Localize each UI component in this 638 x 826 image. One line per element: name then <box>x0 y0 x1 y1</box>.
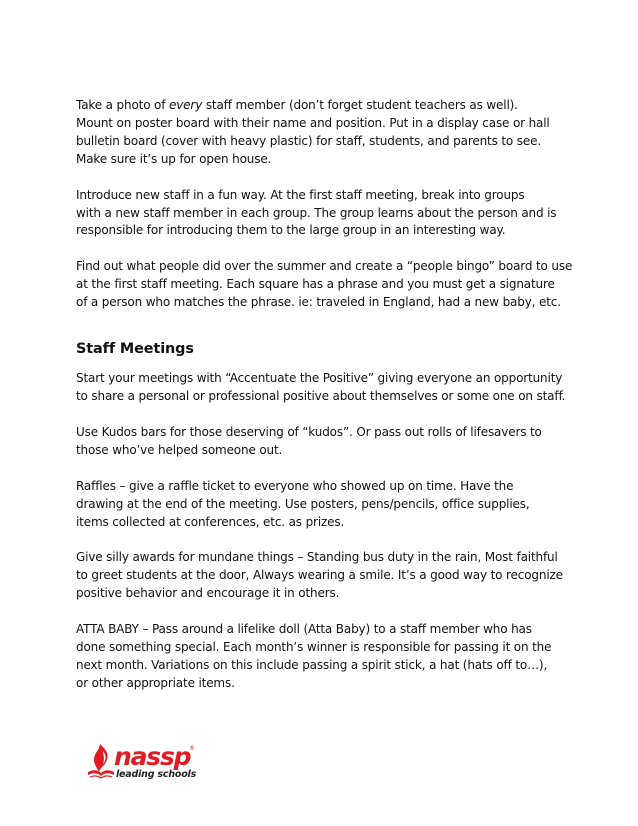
staff-meetings-section <box>76 340 596 693</box>
text-line: Give silly awards for mundane things – Standing bus duty in the rain, Most faithful <box>76 550 558 565</box>
flame-book-icon <box>86 742 116 782</box>
text-line: with a new staff member in each group. The group learns about the person and is <box>76 205 557 220</box>
paragraph <box>76 258 596 312</box>
text-line: or other appropriate items. <box>76 675 235 690</box>
paragraph <box>76 478 596 532</box>
text-line: Use Kudos bars for those deserving of “kudos”. Or pass out rolls of lifesavers to <box>76 424 542 439</box>
text-line: Mount on poster board with their name and position. Put in a display case or hall <box>76 115 550 130</box>
text-line: Make sure it’s up for open house. <box>76 151 272 166</box>
logo-wordmark: nassp <box>114 742 191 771</box>
document-body <box>76 97 596 711</box>
text-line: bulletin board (cover with heavy plastic) for staff, students, and parents to see. <box>76 133 542 148</box>
text-line: Introduce new staff in a fun way. At the first staff meeting, break into groups <box>76 187 525 202</box>
text-line: ATTA BABY – Pass around a lifelike doll (Atta Baby) to a staff member who has <box>76 622 532 637</box>
section-paragraphs <box>76 370 596 693</box>
text-line: to share a personal or professional positive about themselves or some one on staff. <box>76 388 566 403</box>
text-line: at the first staff meeting. Each square has a phrase and you must get a signature <box>76 277 555 292</box>
text-line: positive behavior and encourage it in others. <box>76 586 340 601</box>
logo-registered-mark: ® <box>189 745 195 752</box>
paragraph <box>76 187 596 241</box>
text-line: done something special. Each month’s winner is responsible for passing it on the <box>76 640 552 655</box>
paragraph <box>76 97 596 169</box>
text-line: next month. Variations on this include passing a spirit stick, a hat (hats off to…), <box>76 657 548 672</box>
text-line: drawing at the end of the meeting. Use posters, pens/pencils, office supplies, <box>76 496 530 511</box>
paragraph <box>76 549 596 603</box>
text-line: Take a photo of every staff member (don’t forget student teachers as well). <box>76 98 518 112</box>
text-line: Start your meetings with “Accentuate the Positive” giving everyone an opportunity <box>76 371 563 386</box>
intro-section <box>76 97 596 312</box>
logo-tagline: leading schools <box>116 769 197 780</box>
paragraph <box>76 370 596 406</box>
text-line: Raffles – give a raffle ticket to everyone who showed up on time. Have the <box>76 478 514 493</box>
paragraph <box>76 621 596 693</box>
text-line: responsible for introducing them to the large group in an interesting way. <box>76 223 506 238</box>
text-line: those who’ve helped someone out. <box>76 442 283 457</box>
nassp-logo <box>86 742 206 786</box>
emphasis: every <box>169 98 203 112</box>
text-line: to greet students at the door, Always wearing a smile. It’s a good way to recognize <box>76 568 563 583</box>
text-line: Find out what people did over the summer and create a “people bingo” board to use <box>76 259 573 274</box>
section-heading: Staff Meetings <box>76 341 194 358</box>
text-line: of a person who matches the phrase. ie: traveled in England, had a new baby, etc. <box>76 295 561 310</box>
text-line: items collected at conferences, etc. as prizes. <box>76 514 345 529</box>
paragraph <box>76 424 596 460</box>
